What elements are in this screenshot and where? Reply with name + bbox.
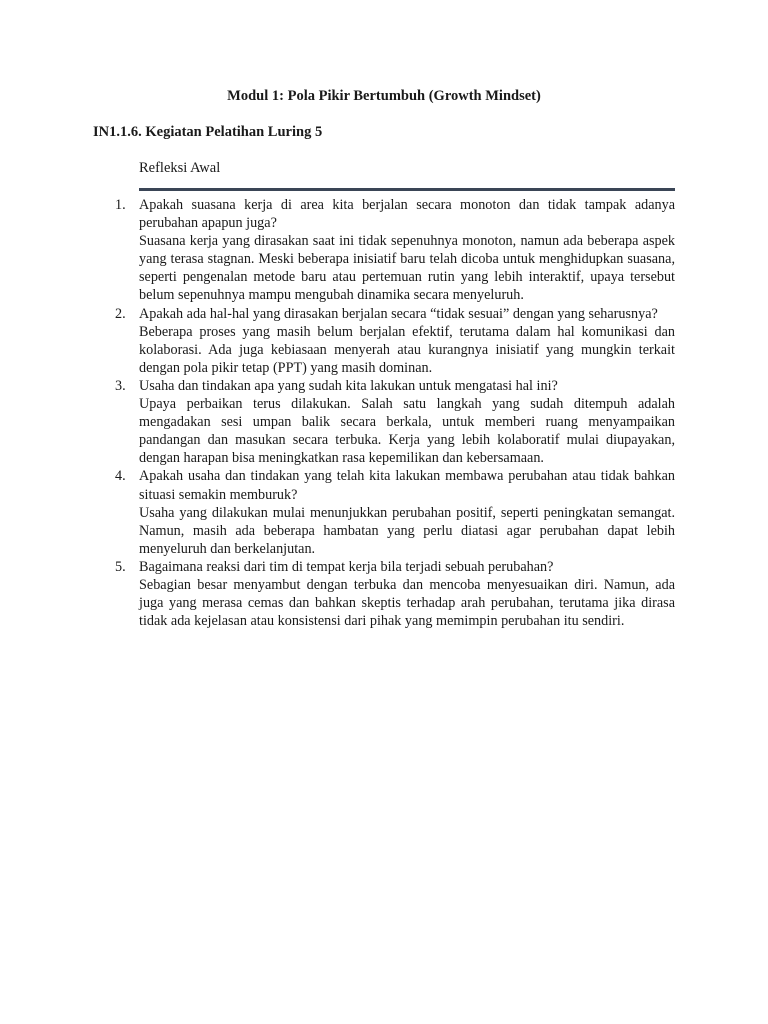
question-text: Bagaimana reaksi dari tim di tempat kerja bila terjadi sebuah perubahan? bbox=[139, 558, 554, 575]
answer-text: Suasana kerja yang dirasakan saat ini tidak sepenuhnya monoton, namun ada beberapa aspek yang terasa stagnan. Meski beberapa inisiatif baru telah dicoba untuk menghidupkan suasana, seperti pengenalan metode baru atau pertemuan rutin yang lebih interaktif, upaya tersebut belum sepenuhnya mampu mengubah dinamika secara menyeluruh. bbox=[139, 233, 675, 304]
item-number: 4. bbox=[115, 468, 126, 485]
answer-text: Usaha yang dilakukan mulai menunjukkan perubahan positif, seperti peningkatan semangat. Namun, masih ada beberapa hambatan yang perlu diatasi agar perubahan dapat lebih menyeluruh dan berkelanjutan. bbox=[139, 504, 675, 557]
reflection-question-list bbox=[115, 196, 675, 630]
section-heading: IN1.1.6. Kegiatan Pelatihan Luring 5 bbox=[93, 124, 323, 140]
question-text: Apakah suasana kerja di area kita berjalan secara monoton dan tidak tampak adanya perubahan apapun juga? bbox=[139, 197, 675, 232]
question-text: Apakah ada hal-hal yang dirasakan berjalan secara “tidak sesuai” dengan yang seharusnya? bbox=[139, 305, 658, 322]
question-text: Usaha dan tindakan apa yang sudah kita lakukan untuk mengatasi hal ini? bbox=[139, 377, 558, 394]
answer-text: Beberapa proses yang masih belum berjalan efektif, terutama dalam hal komunikasi dan kolaborasi. Ada juga kebiasaan menyerah atau kurangnya inisiatif yang mungkin terkait dengan pola pikir tetap (PPT) yang masih dominan. bbox=[139, 323, 675, 376]
list-item bbox=[115, 467, 675, 557]
item-number: 1. bbox=[115, 197, 126, 213]
section-divider bbox=[139, 188, 675, 191]
answer-text: Sebagian besar menyambut dengan terbuka dan mencoba menyesuaikan diri. Namun, ada juga yang merasa cemas dan bahkan skeptis terhadap arah perubahan, terutama jika dirasa tidak ada kejelasan atau konsistensi dari pihak yang memimpin perubahan itu sendiri. bbox=[139, 576, 675, 630]
document-title: Modul 1: Pola Pikir Bertumbuh (Growth Mindset) bbox=[227, 88, 541, 104]
list-item bbox=[115, 305, 675, 377]
reflection-label: Refleksi Awal bbox=[139, 160, 221, 176]
item-number: 3. bbox=[115, 377, 126, 394]
list-item bbox=[115, 558, 675, 630]
list-item bbox=[115, 377, 675, 467]
list-item bbox=[115, 196, 675, 305]
item-number: 5. bbox=[115, 558, 126, 575]
answer-text: Upaya perbaikan terus dilakukan. Salah satu langkah yang sudah ditempuh adalah mengadakan sesi umpan balik secara berkala, untuk memberi ruang menyampaikan pandangan dan masukan secara terbuka. Kerja yang lebih kolaboratif mulai diupayakan, dengan harapan bisa meningkatkan rasa kepemilikan dan kebersamaan. bbox=[139, 396, 675, 467]
question-text: Apakah usaha dan tindakan yang telah kita lakukan membawa perubahan atau tidak bahkan situasi semakin memburuk? bbox=[139, 468, 675, 503]
item-number: 2. bbox=[115, 305, 126, 322]
